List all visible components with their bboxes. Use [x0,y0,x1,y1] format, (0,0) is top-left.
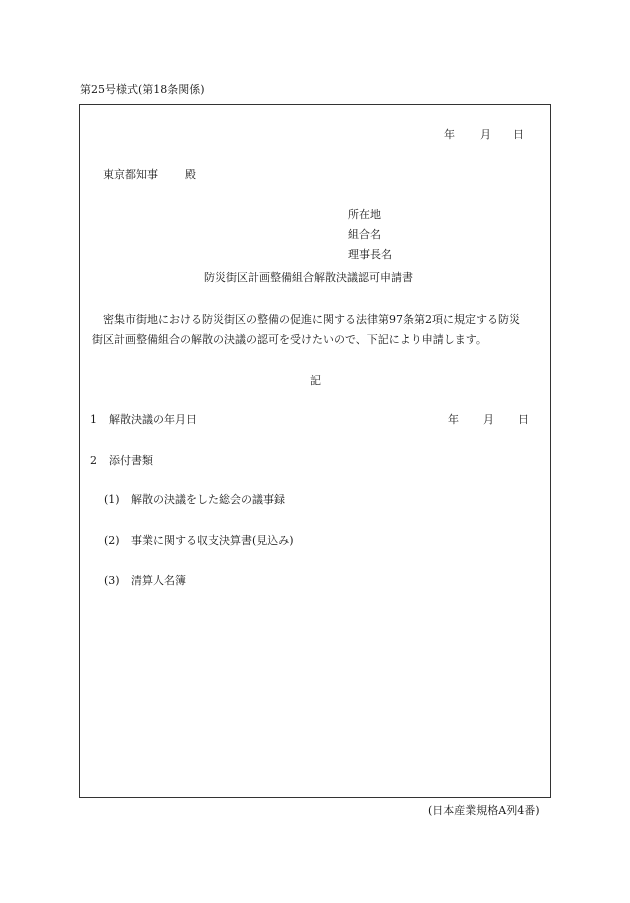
sub-item-number: (1) [104,493,120,506]
body-line-2: 街区計画整備組合の解散の決議の認可を受けたいので、下記により申請します。 [92,333,487,346]
item-number: 1 [90,413,97,426]
document-title: 防災街区計画整備組合解散決議認可申請書 [204,271,413,284]
date-month-label: 月 [480,128,491,141]
sub-item-number: (3) [104,574,120,587]
item-number: 2 [90,454,97,467]
resolution-month-label: 月 [483,413,494,426]
chairman-name-label: 理事長名 [348,248,392,261]
addressee-name: 東京都知事 [103,168,158,181]
union-name-label: 組合名 [348,228,381,241]
date-year-label: 年 [444,128,455,141]
date-day-label: 日 [513,128,524,141]
item-label: 解散決議の年月日 [109,413,197,426]
ki-mark: 記 [310,374,321,387]
form-number: 第25号様式(第18条関係) [80,83,205,96]
sub-item-number: (2) [104,534,120,547]
sub-item-label: 事業に関する収支決算書(見込み) [131,534,294,547]
addressee-honorific: 殿 [185,168,196,181]
paper-size-note: (日本産業規格A列4番) [428,804,540,817]
sub-item-label: 清算人名簿 [131,574,186,587]
item-label: 添付書類 [109,454,153,467]
resolution-year-label: 年 [448,413,459,426]
document-frame [79,104,551,798]
body-line-1: 密集市街地における防災街区の整備の促進に関する法律第97条第2項に規定する防災 [103,313,520,326]
location-label: 所在地 [348,208,381,221]
sub-item-label: 解散の決議をした総会の議事録 [131,493,285,506]
resolution-day-label: 日 [518,413,529,426]
